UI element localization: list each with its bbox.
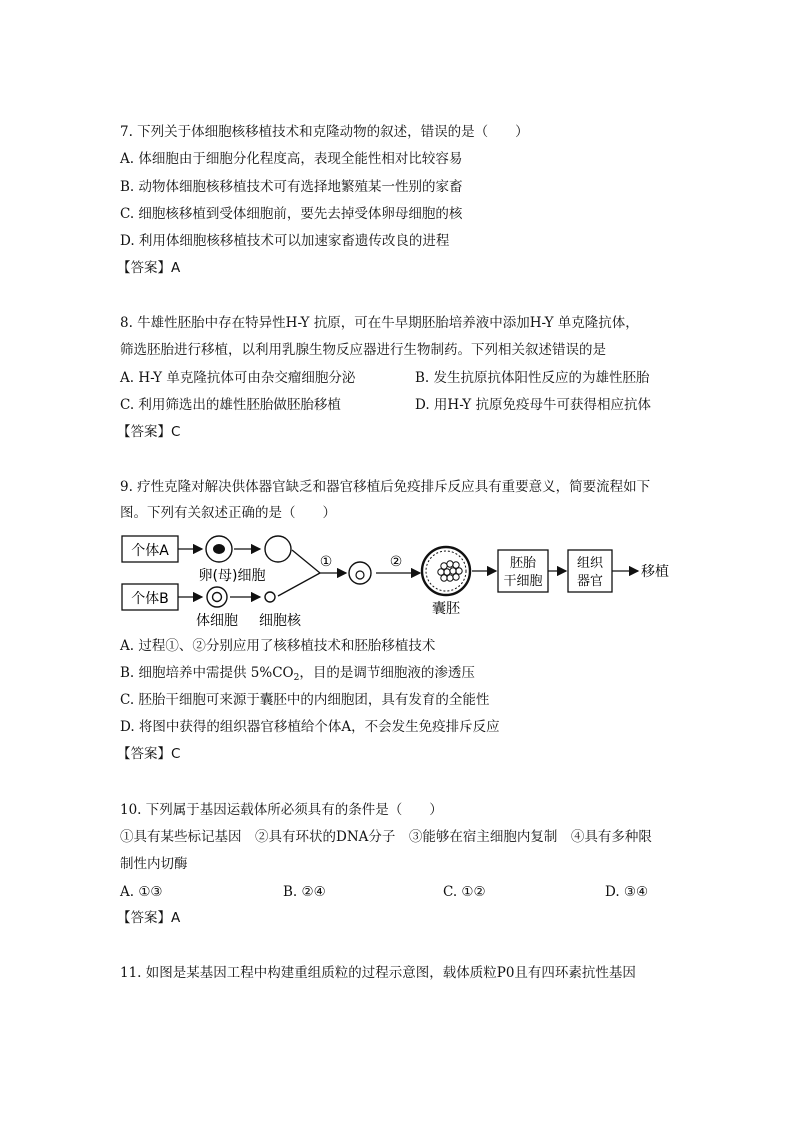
tissue-label-line1: 组织 [576,556,604,571]
q7-option-d: D. 利用体细胞核移植技术可以加速家畜遗传改良的进程 [120,233,450,249]
nucleus-icon [265,592,275,602]
q10-option-b: B. ②④ [283,884,326,900]
q10-answer: 【答案】A [117,910,181,926]
q7-answer: 【答案】A [117,260,181,276]
q8-option-a: A. H-Y 单克隆抗体可由杂交瘤细胞分泌 [120,370,356,386]
somatic-cell-label: 体细胞 [196,613,238,628]
somatic-cell-icon [207,587,227,607]
q9-stem-line1: 9. 疗性克隆对解决供体器官缺乏和器官移植后免疫排斥反应具有重要意义，简要流程如下 [120,479,651,495]
nucleus-label: 细胞核 [259,613,301,628]
q8-answer: 【答案】C [117,424,181,440]
q9-answer: 【答案】C [117,746,181,762]
q10-option-d: D. ③④ [605,884,649,900]
q11-stem: 11. 如图是某基因工程中构建重组质粒的过程示意图，载体质粒P0且有四环素抗性基因 [120,965,636,981]
q9-stem-line2: 图。下列有关叙述正确的是（ ） [120,505,336,521]
q7-option-c: C. 细胞核移植到受体细胞前，要先去掉受体卵母细胞的核 [120,206,463,222]
q9-option-a: A. 过程①、②分别应用了核移植技术和胚胎移植技术 [120,638,436,654]
blastocyst-label: 囊胚 [432,601,460,617]
q9-option-b: B. 细胞培养中需提供 $5\%CO_2$，目的是调节细胞液的渗透压 [120,665,475,683]
q8-option-b: B. 发生抗原抗体阳性反应的为雄性胚胎 [415,370,650,386]
tissue-label-line2: 器官 [576,574,604,589]
q8-stem-line2: 筛选胚胎进行移植，以利用乳腺生物反应器进行生物制药。下列相关叙述错误的是 [120,342,606,358]
q7-stem: 7. 下列关于体细胞核移植技术和克隆动物的叙述，错误的是（ ） [120,124,529,140]
q8-option-d: D. 用H-Y 抗原免疫母牛可获得相应抗体 [415,397,651,413]
q7-option-b: B. 动物体细胞核移植技术可有选择地繁殖某一性别的家畜 [120,179,463,195]
blastocyst-icon [422,547,470,595]
individual-b-label: 个体B [131,591,169,607]
enucleated-egg-icon [265,536,291,562]
egg-cell-label: 卵(母)细胞 [198,568,266,584]
q9-option-c: C. 胚胎干细胞可来源于囊胚中的内细胞团，具有发育的全能性 [120,692,490,708]
q10-option-c: C. ①② [443,884,486,900]
stem-cell-label-line1: 胚胎 [509,556,537,571]
q7-option-a: A. 体细胞由于细胞分化程度高，表现全能性相对比较容易 [120,151,463,167]
transplant-label: 移植 [641,564,669,580]
step-2-label: ② [389,554,403,570]
stem-cell-label-line2: 干细胞 [503,574,543,589]
q10-stem: 10. 下列属于基因运载体所必须具有的条件是（ ） [120,802,443,818]
egg-nucleus-icon [213,544,225,554]
step-1-label: ① [319,554,333,570]
q10-conditions-line2: 制性内切酶 [120,856,188,872]
reconstructed-cell-icon [349,562,371,584]
q8-stem-line1: 8. 牛雄性胚胎中存在特异性H-Y 抗原，可在牛早期胚胎培养液中添加H-Y 单克隆抗体， [120,315,639,331]
individual-a-label: 个体A [131,543,169,559]
q10-conditions-line1: ①具有某些标记基因 ②具有环状的DNA分子 ③能够在宿主细胞内复制 ④具有多种限 [120,829,652,845]
q9-option-d: D. 将图中获得的组织器官移植给个体A，不会发生免疫排斥反应 [120,719,500,735]
therapeutic-cloning-diagram [120,528,680,628]
q8-option-c: C. 利用筛选出的雄性胚胎做胚胎移植 [120,397,341,413]
q10-option-a: A. ①③ [120,884,163,900]
